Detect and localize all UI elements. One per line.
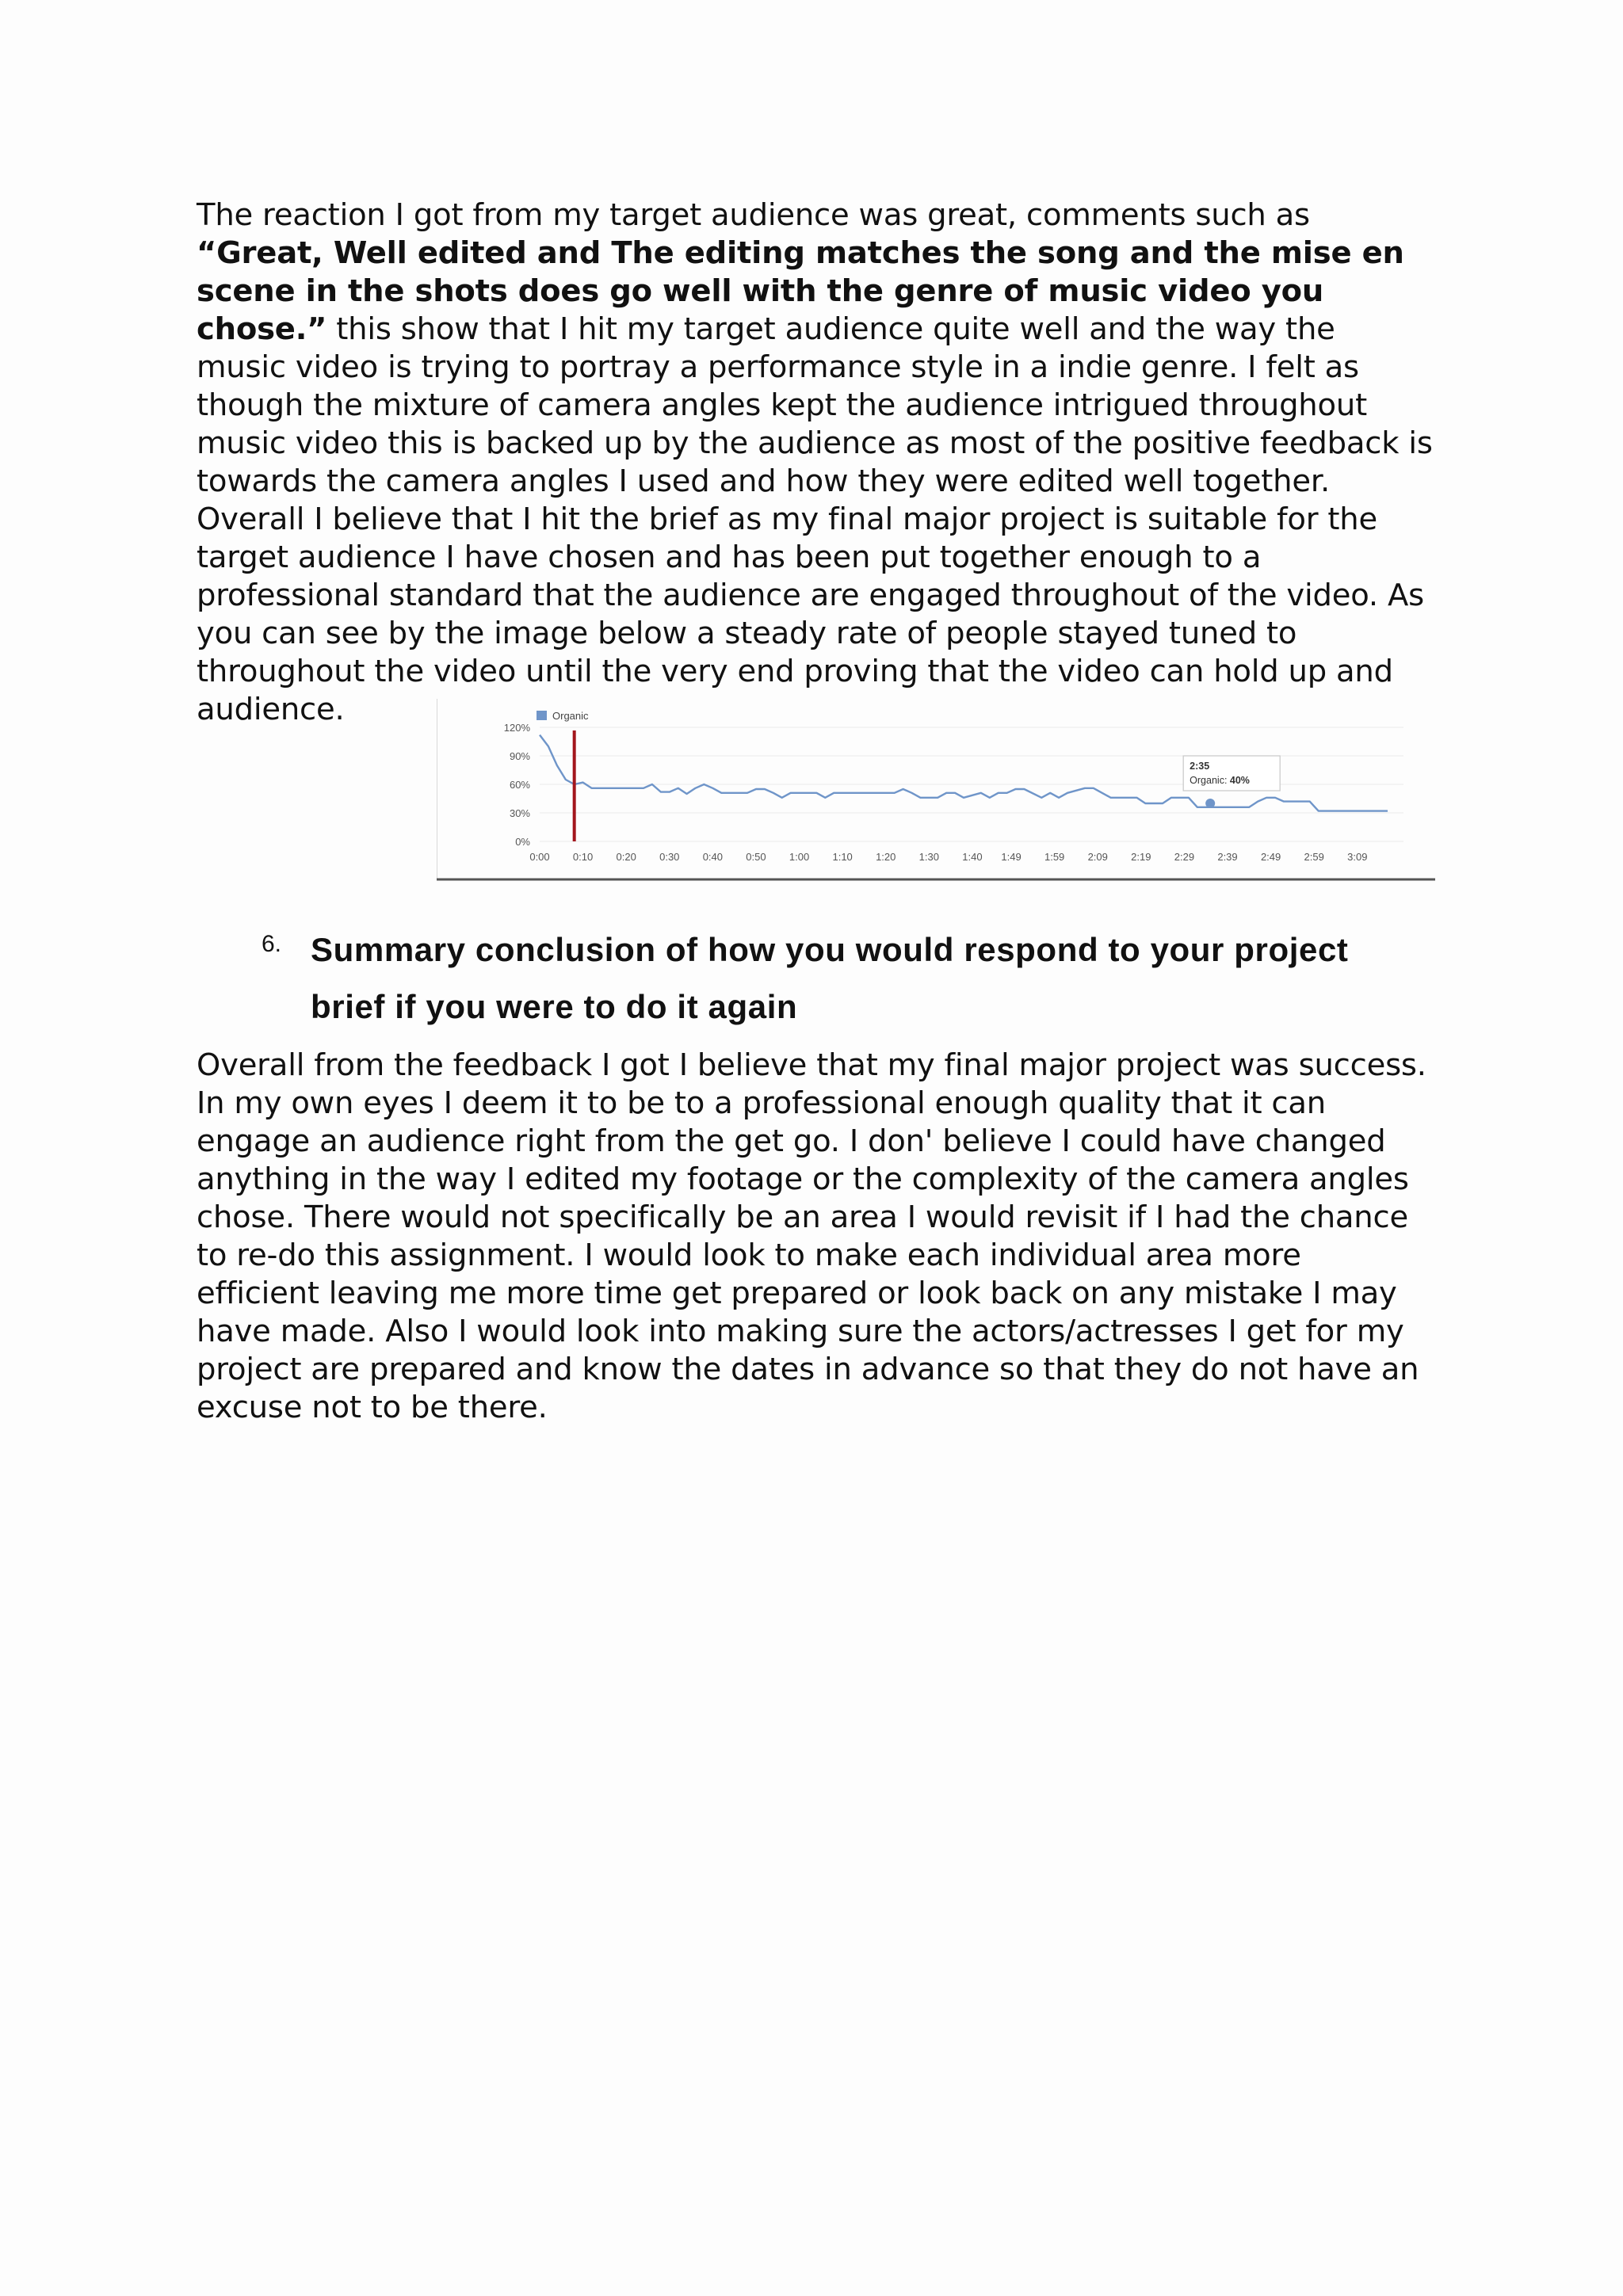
legend-swatch: [537, 711, 547, 720]
y-tick-label: 90%: [509, 750, 530, 762]
x-tick-label: 0:00: [529, 851, 550, 863]
x-tick-label: 1:10: [832, 851, 853, 863]
x-tick-label: 2:29: [1174, 851, 1195, 863]
audience-retention-chart: [437, 697, 1435, 881]
y-tick-label: 0%: [515, 836, 530, 848]
x-tick-label: 0:40: [702, 851, 724, 863]
x-tick-label: 2:19: [1131, 851, 1151, 863]
y-tick-label: 120%: [503, 722, 530, 734]
x-tick-label: 0:20: [616, 851, 636, 863]
x-tick-label: 2:59: [1304, 851, 1324, 863]
y-tick-label: 60%: [509, 779, 530, 791]
x-tick-label: 2:39: [1217, 851, 1238, 863]
x-tick-label: 2:09: [1087, 851, 1108, 863]
legend-label: Organic: [552, 710, 589, 722]
paragraph-results: [197, 196, 1433, 729]
x-tick-label: 0:50: [746, 851, 766, 863]
paragraph-text: The reaction I got from my target audience was great, comments such as: [197, 197, 1310, 233]
x-tick-label: 0:30: [659, 851, 680, 863]
x-tick-label: 1:20: [876, 851, 896, 863]
x-tick-label: 2:49: [1260, 851, 1281, 863]
tooltip-time: 2:35: [1190, 761, 1210, 772]
paragraph-conclusion: Overall from the feedback I got I believe that my final major project was success. In my own eyes I deem it to be to a professional enough quality that it can engage an audience right from the get go. I don' believe I could have changed anything in the way I edited my footage or the complexity of the camera angles chose. There would not specifically be an area I would revisit if I had the chance to re-do this assignment. I would look to make each individual area more efficient leaving me more time get prepared or look back on any mistake I may have made. Also I would look into making sure the actors/actresses I get for my project are prepared and know the dates in advance so that they do not have an excuse not to be there.: [197, 1047, 1426, 1425]
x-tick-label: 1:40: [962, 851, 983, 863]
audience-quote: “Great, Well edited and The editing matches the song and the mise en scene in the shots does go well with the genre of music video you chose.”: [197, 235, 1404, 347]
x-tick-label: 1:49: [1001, 851, 1022, 863]
tooltip-value: Organic: 40%: [1190, 775, 1250, 786]
y-tick-label: 30%: [509, 807, 530, 819]
paragraph-text: this show that I hit my target audience quite well and the way the music video is trying to portray a performance style in a indie genre. I felt as though the mixture of camera angles kept the audience intrigued throughout music video this is backed up by the audience as most of the positive feedback is towards the camera angles I used and how they were edited well together. Overall I believe that I hit the brief as my final major project is suitable for the target audience I have chosen and has been put together enough to a professional standard that the audience are engaged throughout of the video. As you can see by the image below a steady rate of people stayed tuned to throughout the video until the very end proving that the video can hold up and audience.: [197, 311, 1433, 727]
x-tick-label: 0:10: [572, 851, 594, 863]
section-title: Summary conclusion of how you would respond to your project brief if you were to do it again: [311, 931, 1349, 1025]
x-tick-label: 3:09: [1347, 851, 1368, 863]
hover-point: [1205, 799, 1215, 808]
x-tick-label: 1:59: [1044, 851, 1065, 863]
chart-svg: [437, 697, 1435, 881]
x-tick-label: 1:30: [918, 851, 939, 863]
x-tick-label: 1:00: [789, 851, 810, 863]
section-number: 6.: [262, 931, 282, 957]
